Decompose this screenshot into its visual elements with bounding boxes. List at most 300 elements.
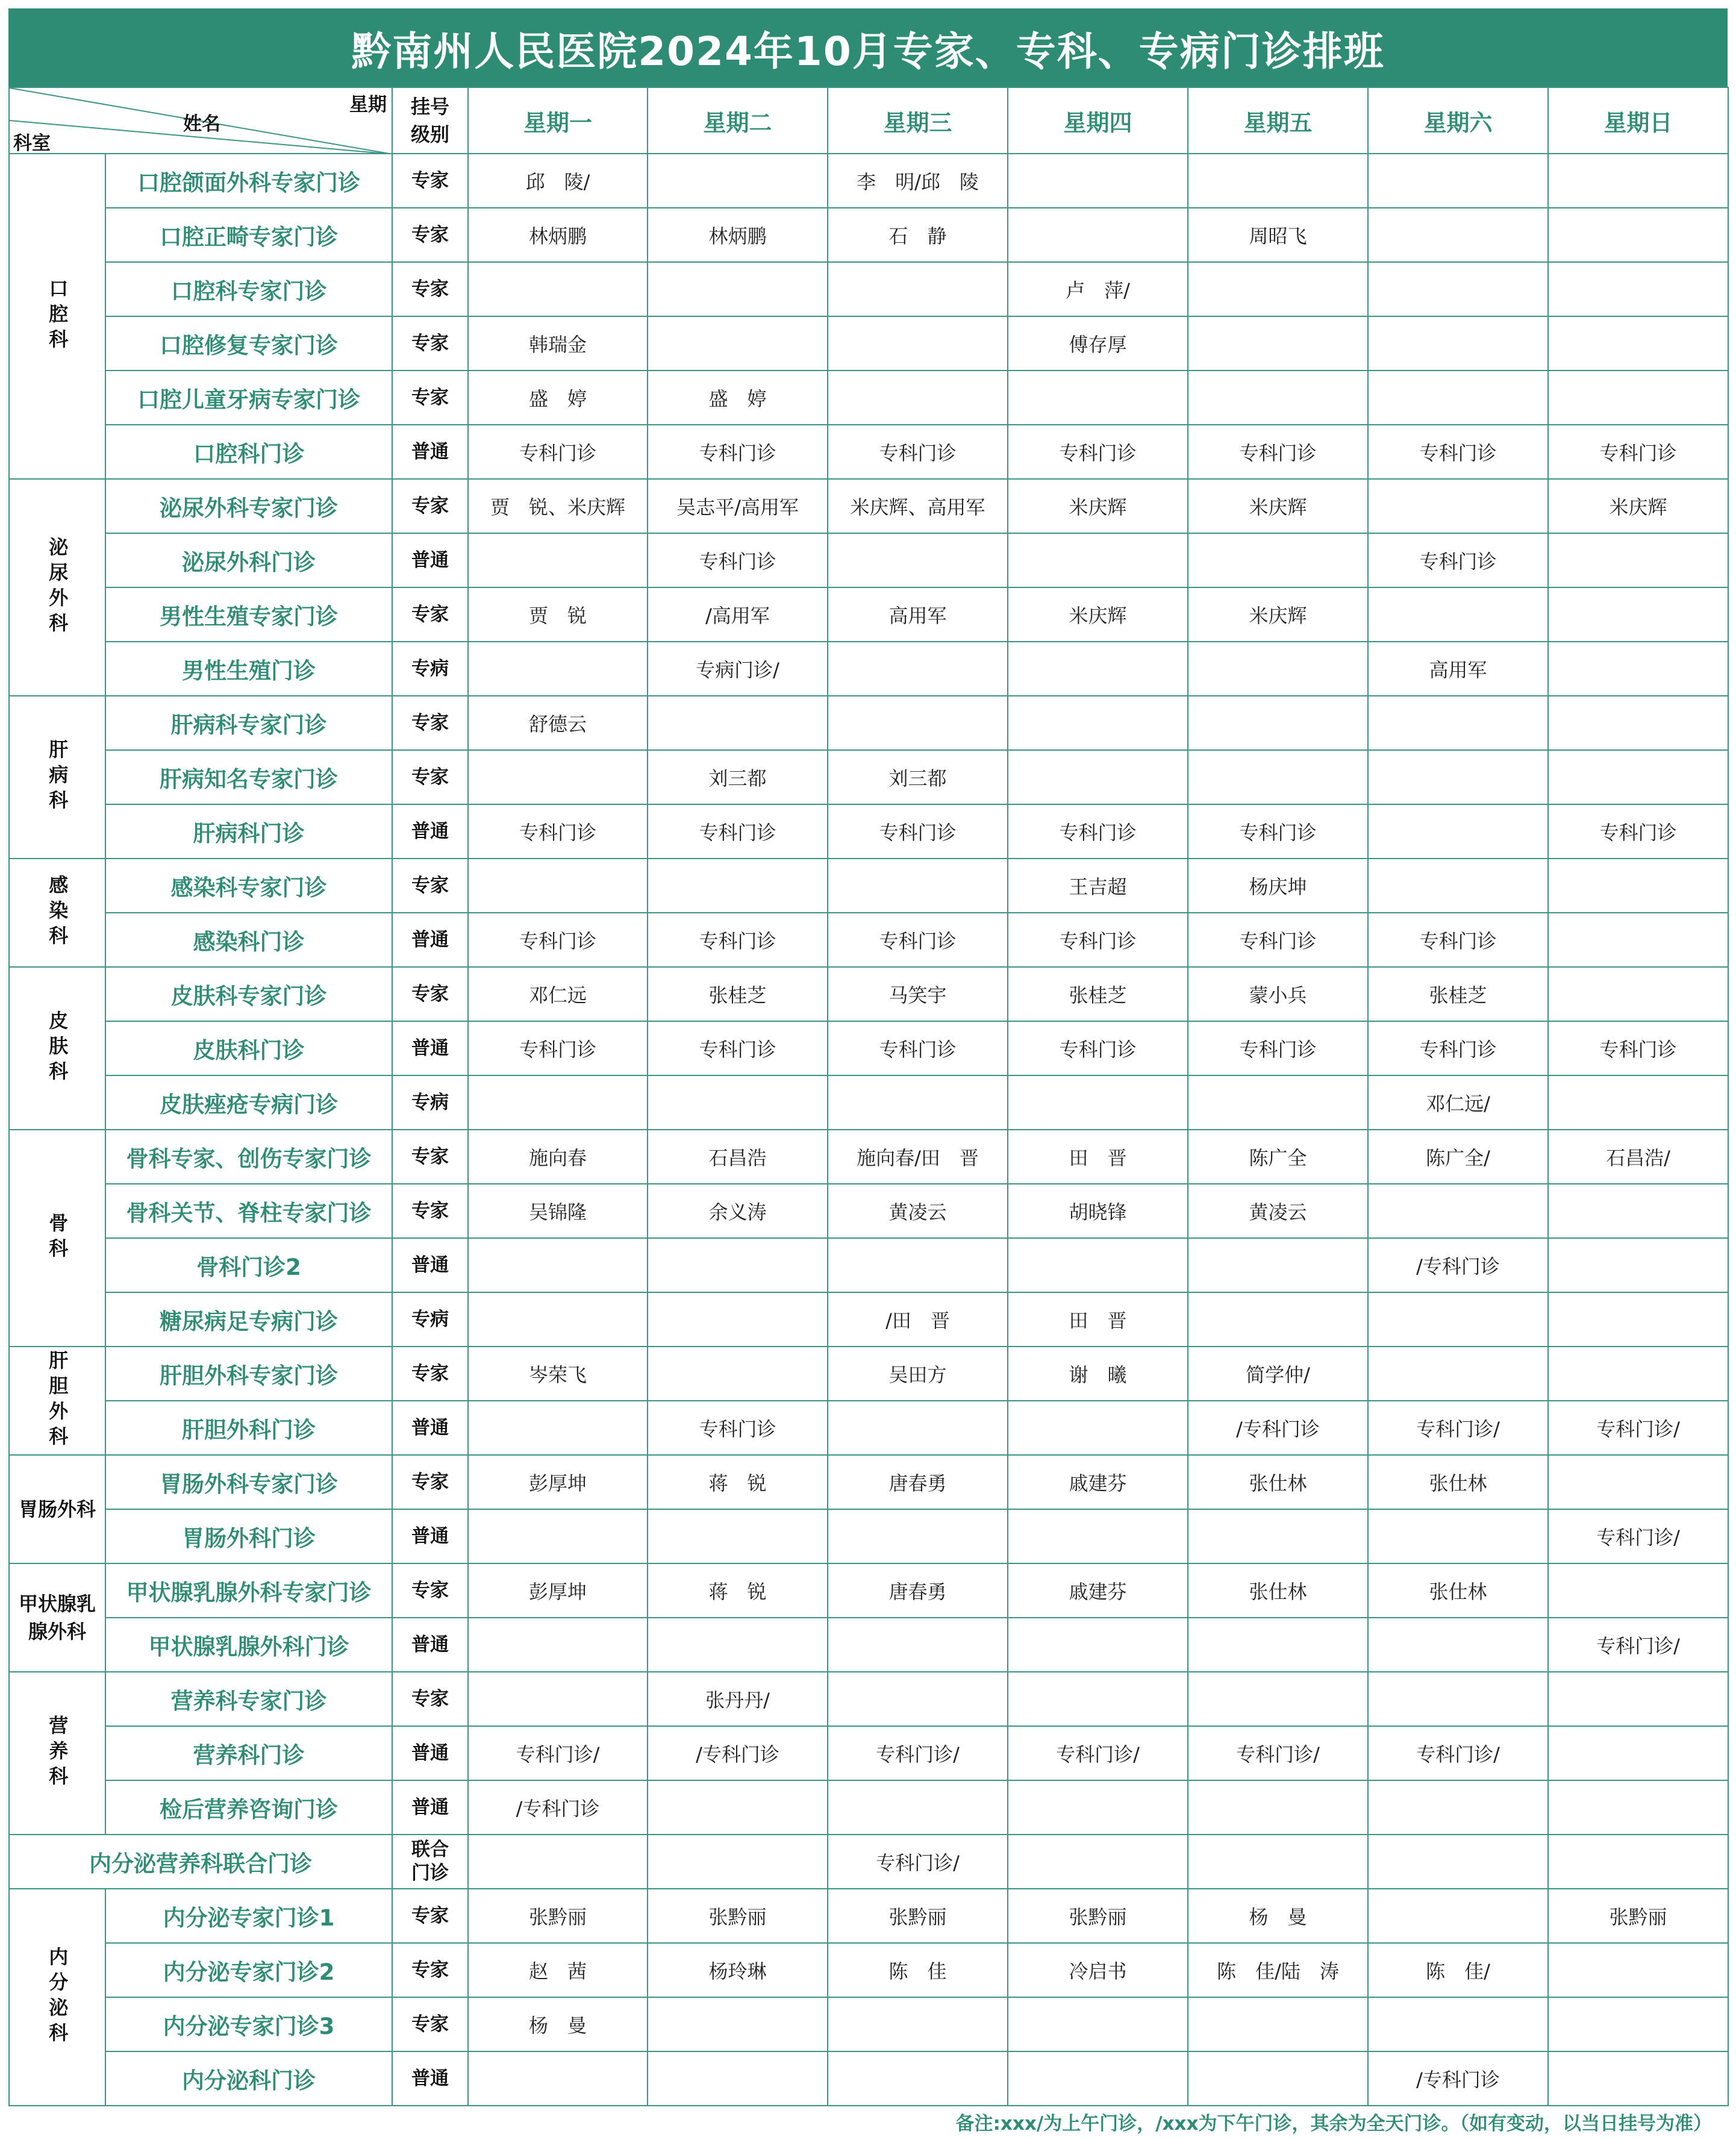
schedule-cell-day-5 bbox=[1188, 1672, 1368, 1726]
clinic-name: 甲状腺乳腺外科门诊 bbox=[105, 1618, 392, 1672]
clinic-name: 口腔儿童牙病专家门诊 bbox=[105, 371, 392, 425]
clinic-name: 骨科关节、脊柱专家门诊 bbox=[105, 1184, 392, 1238]
schedule-cell-day-6 bbox=[1368, 316, 1548, 371]
schedule-cell-day-3 bbox=[828, 696, 1008, 750]
schedule-cell-day-7 bbox=[1548, 1943, 1728, 1997]
schedule-cell-day-2 bbox=[648, 262, 828, 316]
schedule-cell-day-1 bbox=[468, 859, 648, 913]
clinic-name: 营养科门诊 bbox=[105, 1726, 392, 1780]
schedule-cell-day-5: 杨庆坤 bbox=[1188, 859, 1368, 913]
schedule-cell-day-4 bbox=[1008, 1672, 1188, 1726]
day-header-7: 星期日 bbox=[1548, 87, 1728, 154]
schedule-cell-day-6 bbox=[1368, 1509, 1548, 1563]
table-row bbox=[9, 533, 1728, 587]
schedule-cell-day-2 bbox=[648, 1997, 828, 2051]
schedule-cell-day-7 bbox=[1548, 1835, 1728, 1889]
schedule-cell-day-3: 专科门诊/ bbox=[828, 1726, 1008, 1780]
day-header-6: 星期六 bbox=[1368, 87, 1548, 154]
table-row bbox=[9, 804, 1728, 859]
registration-level: 专家 bbox=[392, 859, 468, 913]
registration-level: 普通 bbox=[392, 1021, 468, 1075]
schedule-cell-day-4: 专科门诊/ bbox=[1008, 1726, 1188, 1780]
table-row bbox=[9, 425, 1728, 479]
schedule-cell-day-5 bbox=[1188, 642, 1368, 696]
schedule-cell-day-1: 杨 曼 bbox=[468, 1997, 648, 2051]
schedule-cell-day-3 bbox=[828, 1509, 1008, 1563]
page-title: 黔南州人民医院2024年10月专家、专科、专病门诊排班 bbox=[8, 8, 1728, 87]
schedule-cell-day-2 bbox=[648, 859, 828, 913]
schedule-cell-day-3 bbox=[828, 1780, 1008, 1835]
header-row bbox=[9, 87, 1728, 154]
schedule-cell-day-6 bbox=[1368, 1997, 1548, 2051]
schedule-cell-day-1: 专科门诊 bbox=[468, 804, 648, 859]
clinic-name: 糖尿病足专病门诊 bbox=[105, 1292, 392, 1347]
schedule-cell-day-6: 专科门诊/ bbox=[1368, 1726, 1548, 1780]
registration-level: 专家 bbox=[392, 587, 468, 642]
day-header-1: 星期一 bbox=[468, 87, 648, 154]
schedule-cell-day-2: 石昌浩 bbox=[648, 1130, 828, 1184]
registration-level: 专家 bbox=[392, 1184, 468, 1238]
schedule-cell-day-4: 专科门诊 bbox=[1008, 425, 1188, 479]
table-row bbox=[9, 1997, 1728, 2051]
clinic-name: 皮肤科专家门诊 bbox=[105, 967, 392, 1021]
schedule-cell-day-3 bbox=[828, 642, 1008, 696]
department-cell: 泌尿外科 bbox=[9, 479, 105, 696]
schedule-cell-day-7 bbox=[1548, 371, 1728, 425]
schedule-cell-day-6 bbox=[1368, 750, 1548, 804]
schedule-cell-day-1 bbox=[468, 1292, 648, 1347]
registration-level: 专家 bbox=[392, 316, 468, 371]
schedule-cell-day-3 bbox=[828, 1997, 1008, 2051]
schedule-cell-day-4: 戚建芬 bbox=[1008, 1563, 1188, 1618]
schedule-cell-day-3: 唐春勇 bbox=[828, 1563, 1008, 1618]
schedule-cell-day-7 bbox=[1548, 208, 1728, 262]
schedule-cell-day-2: 盛 婷 bbox=[648, 371, 828, 425]
schedule-cell-day-5: 专科门诊 bbox=[1188, 804, 1368, 859]
schedule-cell-day-3 bbox=[828, 1401, 1008, 1455]
schedule-cell-day-2: 张丹丹/ bbox=[648, 1672, 828, 1726]
schedule-cell-day-2: 专科门诊 bbox=[648, 913, 828, 967]
schedule-table bbox=[8, 87, 1729, 2106]
clinic-name: 肝胆外科专家门诊 bbox=[105, 1347, 392, 1401]
schedule-cell-day-1 bbox=[468, 750, 648, 804]
schedule-cell-day-4 bbox=[1008, 1401, 1188, 1455]
schedule-cell-day-6: 专科门诊 bbox=[1368, 533, 1548, 587]
schedule-cell-day-1 bbox=[468, 1075, 648, 1130]
schedule-cell-day-2 bbox=[648, 1780, 828, 1835]
schedule-cell-day-1 bbox=[468, 1238, 648, 1292]
schedule-cell-day-5: 张仕林 bbox=[1188, 1563, 1368, 1618]
schedule-cell-day-6: 陈 佳/ bbox=[1368, 1943, 1548, 1997]
schedule-cell-day-5: 张仕林 bbox=[1188, 1455, 1368, 1509]
schedule-cell-day-2: 杨玲琳 bbox=[648, 1943, 828, 1997]
schedule-cell-day-5 bbox=[1188, 1509, 1368, 1563]
schedule-cell-day-2: 张黔丽 bbox=[648, 1889, 828, 1943]
schedule-cell-day-2 bbox=[648, 1238, 828, 1292]
schedule-cell-day-1 bbox=[468, 642, 648, 696]
schedule-cell-day-6 bbox=[1368, 1184, 1548, 1238]
schedule-cell-day-1 bbox=[468, 1618, 648, 1672]
schedule-cell-day-5 bbox=[1188, 533, 1368, 587]
schedule-cell-day-7 bbox=[1548, 859, 1728, 913]
schedule-cell-day-3: 高用军 bbox=[828, 587, 1008, 642]
table-row bbox=[9, 371, 1728, 425]
schedule-cell-day-3 bbox=[828, 371, 1008, 425]
table-row bbox=[9, 1726, 1728, 1780]
schedule-cell-day-5: 蒙小兵 bbox=[1188, 967, 1368, 1021]
registration-level: 专家 bbox=[392, 1130, 468, 1184]
schedule-cell-day-4: 傅存厚 bbox=[1008, 316, 1188, 371]
schedule-cell-day-4: 王吉超 bbox=[1008, 859, 1188, 913]
schedule-cell-day-7 bbox=[1548, 913, 1728, 967]
schedule-cell-day-6 bbox=[1368, 1618, 1548, 1672]
clinic-name: 口腔颌面外科专家门诊 bbox=[105, 154, 392, 208]
day-header-3: 星期三 bbox=[828, 87, 1008, 154]
department-cell: 感染科 bbox=[9, 859, 105, 967]
schedule-cell-day-1: 贾 锐、米庆辉 bbox=[468, 479, 648, 533]
table-row bbox=[9, 587, 1728, 642]
schedule-cell-day-2 bbox=[648, 1292, 828, 1347]
schedule-cell-day-6 bbox=[1368, 479, 1548, 533]
schedule-cell-day-3: 刘三都 bbox=[828, 750, 1008, 804]
schedule-cell-day-2: 蒋 锐 bbox=[648, 1455, 828, 1509]
schedule-cell-day-4 bbox=[1008, 1618, 1188, 1672]
schedule-cell-day-7 bbox=[1548, 967, 1728, 1021]
schedule-cell-day-5: 专科门诊 bbox=[1188, 425, 1368, 479]
clinic-name: 内分泌专家门诊1 bbox=[105, 1889, 392, 1943]
schedule-cell-day-6: /专科门诊 bbox=[1368, 1238, 1548, 1292]
schedule-cell-day-3 bbox=[828, 2051, 1008, 2106]
schedule-cell-day-1: 韩瑞金 bbox=[468, 316, 648, 371]
registration-level: 专家 bbox=[392, 1943, 468, 1997]
table-row bbox=[9, 1563, 1728, 1618]
schedule-cell-day-2: /专科门诊 bbox=[648, 1726, 828, 1780]
schedule-cell-day-7 bbox=[1548, 1672, 1728, 1726]
schedule-cell-day-1: 赵 茜 bbox=[468, 1943, 648, 1997]
schedule-cell-day-4 bbox=[1008, 642, 1188, 696]
schedule-cell-day-2: 余义涛 bbox=[648, 1184, 828, 1238]
schedule-cell-day-4 bbox=[1008, 696, 1188, 750]
schedule-cell-day-3 bbox=[828, 1672, 1008, 1726]
schedule-cell-day-7 bbox=[1548, 1238, 1728, 1292]
schedule-body bbox=[9, 154, 1728, 2106]
schedule-cell-day-7: 专科门诊/ bbox=[1548, 1618, 1728, 1672]
schedule-cell-day-7 bbox=[1548, 696, 1728, 750]
schedule-cell-day-1: /专科门诊 bbox=[468, 1780, 648, 1835]
clinic-name: 男性生殖门诊 bbox=[105, 642, 392, 696]
registration-level: 专家 bbox=[392, 1455, 468, 1509]
schedule-cell-day-4: 张黔丽 bbox=[1008, 1889, 1188, 1943]
schedule-cell-day-5 bbox=[1188, 154, 1368, 208]
table-row bbox=[9, 1835, 1728, 1889]
registration-level: 普通 bbox=[392, 1726, 468, 1780]
schedule-cell-day-7 bbox=[1548, 1780, 1728, 1835]
schedule-cell-day-6: 邓仁远/ bbox=[1368, 1075, 1548, 1130]
schedule-cell-day-1: 张黔丽 bbox=[468, 1889, 648, 1943]
table-row bbox=[9, 1509, 1728, 1563]
schedule-cell-day-3 bbox=[828, 1075, 1008, 1130]
schedule-cell-day-7: 专科门诊 bbox=[1548, 1021, 1728, 1075]
schedule-cell-day-7 bbox=[1548, 1563, 1728, 1618]
table-row bbox=[9, 642, 1728, 696]
schedule-cell-day-6: 陈广全/ bbox=[1368, 1130, 1548, 1184]
clinic-name: 口腔科专家门诊 bbox=[105, 262, 392, 316]
registration-level: 普通 bbox=[392, 913, 468, 967]
table-row bbox=[9, 1943, 1728, 1997]
diagonal-header-cell bbox=[9, 87, 392, 154]
registration-level: 普通 bbox=[392, 1238, 468, 1292]
schedule-cell-day-2 bbox=[648, 1075, 828, 1130]
schedule-cell-day-5 bbox=[1188, 1292, 1368, 1347]
schedule-cell-day-2: 专科门诊 bbox=[648, 533, 828, 587]
clinic-name: 胃肠外科专家门诊 bbox=[105, 1455, 392, 1509]
schedule-cell-day-2: 吴志平/高用军 bbox=[648, 479, 828, 533]
table-row bbox=[9, 1889, 1728, 1943]
clinic-name: 营养科专家门诊 bbox=[105, 1672, 392, 1726]
schedule-cell-day-5: 黄凌云 bbox=[1188, 1184, 1368, 1238]
schedule-cell-day-1: 专科门诊/ bbox=[468, 1726, 648, 1780]
schedule-cell-day-7: 专科门诊/ bbox=[1548, 1401, 1728, 1455]
schedule-cell-day-5: 陈 佳/陆 涛 bbox=[1188, 1943, 1368, 1997]
schedule-cell-day-1 bbox=[468, 2051, 648, 2106]
schedule-cell-day-3 bbox=[828, 533, 1008, 587]
schedule-cell-day-3 bbox=[828, 859, 1008, 913]
clinic-name: 感染科门诊 bbox=[105, 913, 392, 967]
schedule-cell-day-3: 黄凌云 bbox=[828, 1184, 1008, 1238]
schedule-cell-day-5: 简学仲/ bbox=[1188, 1347, 1368, 1401]
schedule-cell-day-2: 专科门诊 bbox=[648, 1021, 828, 1075]
schedule-cell-day-1: 岑荣飞 bbox=[468, 1347, 648, 1401]
schedule-cell-day-5 bbox=[1188, 1835, 1368, 1889]
clinic-name: 口腔正畸专家门诊 bbox=[105, 208, 392, 262]
schedule-cell-day-5: 米庆辉 bbox=[1188, 587, 1368, 642]
schedule-cell-day-1: 彭厚坤 bbox=[468, 1455, 648, 1509]
schedule-cell-day-5: 杨 曼 bbox=[1188, 1889, 1368, 1943]
schedule-cell-day-5: /专科门诊 bbox=[1188, 1401, 1368, 1455]
registration-level: 专家 bbox=[392, 262, 468, 316]
schedule-cell-day-7: 专科门诊 bbox=[1548, 804, 1728, 859]
schedule-cell-day-3: 米庆辉、高用军 bbox=[828, 479, 1008, 533]
registration-level: 专病 bbox=[392, 642, 468, 696]
table-row bbox=[9, 154, 1728, 208]
schedule-cell-day-4 bbox=[1008, 208, 1188, 262]
schedule-cell-day-6 bbox=[1368, 208, 1548, 262]
schedule-cell-day-6: 张桂芝 bbox=[1368, 967, 1548, 1021]
schedule-cell-day-7: 专科门诊 bbox=[1548, 425, 1728, 479]
schedule-cell-day-1: 施向春 bbox=[468, 1130, 648, 1184]
schedule-cell-day-6 bbox=[1368, 1347, 1548, 1401]
schedule-cell-day-6: 专科门诊/ bbox=[1368, 1401, 1548, 1455]
schedule-cell-day-6: /专科门诊 bbox=[1368, 2051, 1548, 2106]
schedule-cell-day-3: 专科门诊 bbox=[828, 425, 1008, 479]
schedule-cell-day-7 bbox=[1548, 316, 1728, 371]
schedule-cell-day-2 bbox=[648, 316, 828, 371]
schedule-cell-day-7 bbox=[1548, 1726, 1728, 1780]
schedule-cell-day-1 bbox=[468, 262, 648, 316]
schedule-cell-day-7 bbox=[1548, 1184, 1728, 1238]
schedule-cell-day-1: 邱 陵/ bbox=[468, 154, 648, 208]
schedule-cell-day-1 bbox=[468, 1672, 648, 1726]
clinic-name: 检后营养咨询门诊 bbox=[105, 1780, 392, 1835]
clinic-name: 胃肠外科门诊 bbox=[105, 1509, 392, 1563]
clinic-name: 内分泌营养科联合门诊 bbox=[9, 1835, 392, 1889]
table-row bbox=[9, 208, 1728, 262]
clinic-name: 内分泌专家门诊2 bbox=[105, 1943, 392, 1997]
schedule-cell-day-1: 贾 锐 bbox=[468, 587, 648, 642]
day-header-4: 星期四 bbox=[1008, 87, 1188, 154]
schedule-cell-day-4 bbox=[1008, 1238, 1188, 1292]
clinic-name: 泌尿外科门诊 bbox=[105, 533, 392, 587]
schedule-cell-day-2 bbox=[648, 154, 828, 208]
schedule-cell-day-4: 田 晋 bbox=[1008, 1130, 1188, 1184]
department-cell: 内分泌科 bbox=[9, 1889, 105, 2106]
schedule-cell-day-2: 刘三都 bbox=[648, 750, 828, 804]
schedule-cell-day-1: 彭厚坤 bbox=[468, 1563, 648, 1618]
department-cell: 肝胆外科 bbox=[9, 1347, 105, 1455]
schedule-cell-day-6 bbox=[1368, 587, 1548, 642]
registration-level: 普通 bbox=[392, 804, 468, 859]
clinic-name: 骨科专家、创伤专家门诊 bbox=[105, 1130, 392, 1184]
clinic-name: 骨科门诊2 bbox=[105, 1238, 392, 1292]
registration-level: 专家 bbox=[392, 967, 468, 1021]
schedule-cell-day-2 bbox=[648, 1835, 828, 1889]
schedule-cell-day-4: 专科门诊 bbox=[1008, 804, 1188, 859]
schedule-cell-day-7 bbox=[1548, 533, 1728, 587]
schedule-cell-day-5 bbox=[1188, 1618, 1368, 1672]
schedule-cell-day-7: 石昌浩/ bbox=[1548, 1130, 1728, 1184]
schedule-cell-day-3 bbox=[828, 1238, 1008, 1292]
schedule-cell-day-2: 专科门诊 bbox=[648, 804, 828, 859]
clinic-name: 男性生殖专家门诊 bbox=[105, 587, 392, 642]
schedule-cell-day-2: 专病门诊/ bbox=[648, 642, 828, 696]
schedule-cell-day-1 bbox=[468, 1401, 648, 1455]
schedule-cell-day-7 bbox=[1548, 1075, 1728, 1130]
schedule-cell-day-6 bbox=[1368, 1889, 1548, 1943]
registration-level: 普通 bbox=[392, 1509, 468, 1563]
schedule-cell-day-4 bbox=[1008, 1509, 1188, 1563]
schedule-cell-day-1: 舒德云 bbox=[468, 696, 648, 750]
table-row bbox=[9, 1075, 1728, 1130]
schedule-cell-day-2: 蒋 锐 bbox=[648, 1563, 828, 1618]
table-row bbox=[9, 2051, 1728, 2106]
schedule-cell-day-5 bbox=[1188, 1075, 1368, 1130]
clinic-name: 感染科专家门诊 bbox=[105, 859, 392, 913]
schedule-cell-day-3 bbox=[828, 262, 1008, 316]
registration-level: 专家 bbox=[392, 1347, 468, 1401]
schedule-cell-day-5 bbox=[1188, 371, 1368, 425]
level-header: 挂号级别 bbox=[392, 87, 468, 154]
clinic-name: 肝病知名专家门诊 bbox=[105, 750, 392, 804]
registration-level: 专家 bbox=[392, 1889, 468, 1943]
schedule-cell-day-2 bbox=[648, 2051, 828, 2106]
schedule-cell-day-6: 张仕林 bbox=[1368, 1455, 1548, 1509]
schedule-cell-day-3: 唐春勇 bbox=[828, 1455, 1008, 1509]
table-row bbox=[9, 316, 1728, 371]
table-row bbox=[9, 1672, 1728, 1726]
clinic-name: 泌尿外科专家门诊 bbox=[105, 479, 392, 533]
schedule-cell-day-4: 米庆辉 bbox=[1008, 479, 1188, 533]
schedule-cell-day-6: 高用军 bbox=[1368, 642, 1548, 696]
schedule-cell-day-1 bbox=[468, 533, 648, 587]
department-cell: 皮肤科 bbox=[9, 967, 105, 1130]
schedule-cell-day-3: 李 明/邱 陵 bbox=[828, 154, 1008, 208]
schedule-cell-day-3: 专科门诊 bbox=[828, 804, 1008, 859]
schedule-cell-day-1: 专科门诊 bbox=[468, 425, 648, 479]
schedule-document bbox=[8, 8, 1728, 2136]
name-label: 姓名 bbox=[183, 113, 220, 135]
schedule-cell-day-7 bbox=[1548, 1997, 1728, 2051]
schedule-cell-day-5: 专科门诊 bbox=[1188, 1021, 1368, 1075]
schedule-cell-day-2 bbox=[648, 1509, 828, 1563]
registration-level: 联合门诊 bbox=[392, 1835, 468, 1889]
schedule-cell-day-6: 专科门诊 bbox=[1368, 913, 1548, 967]
schedule-cell-day-5 bbox=[1188, 750, 1368, 804]
schedule-cell-day-4: 张桂芝 bbox=[1008, 967, 1188, 1021]
day-header-5: 星期五 bbox=[1188, 87, 1368, 154]
registration-level: 专家 bbox=[392, 371, 468, 425]
schedule-cell-day-1 bbox=[468, 1509, 648, 1563]
department-cell: 胃肠外科 bbox=[9, 1455, 105, 1563]
schedule-cell-day-1: 邓仁远 bbox=[468, 967, 648, 1021]
registration-level: 专家 bbox=[392, 1672, 468, 1726]
table-row bbox=[9, 1401, 1728, 1455]
schedule-cell-day-2: 专科门诊 bbox=[648, 1401, 828, 1455]
schedule-cell-day-4: 戚建芬 bbox=[1008, 1455, 1188, 1509]
schedule-cell-day-5 bbox=[1188, 1238, 1368, 1292]
clinic-name: 甲状腺乳腺外科专家门诊 bbox=[105, 1563, 392, 1618]
clinic-name: 口腔修复专家门诊 bbox=[105, 316, 392, 371]
table-row bbox=[9, 1292, 1728, 1347]
department-cell: 骨科 bbox=[9, 1130, 105, 1347]
registration-level: 专家 bbox=[392, 154, 468, 208]
schedule-cell-day-4 bbox=[1008, 1075, 1188, 1130]
schedule-cell-day-3: 张黔丽 bbox=[828, 1889, 1008, 1943]
table-row bbox=[9, 1021, 1728, 1075]
department-cell: 甲状腺乳腺外科 bbox=[9, 1563, 105, 1672]
schedule-cell-day-3: 马笑宇 bbox=[828, 967, 1008, 1021]
schedule-cell-day-7 bbox=[1548, 642, 1728, 696]
schedule-cell-day-7: 米庆辉 bbox=[1548, 479, 1728, 533]
schedule-cell-day-4 bbox=[1008, 533, 1188, 587]
schedule-cell-day-6 bbox=[1368, 1672, 1548, 1726]
registration-level: 普通 bbox=[392, 533, 468, 587]
table-row bbox=[9, 913, 1728, 967]
schedule-cell-day-6 bbox=[1368, 1292, 1548, 1347]
schedule-cell-day-4: 米庆辉 bbox=[1008, 587, 1188, 642]
schedule-cell-day-7 bbox=[1548, 2051, 1728, 2106]
schedule-cell-day-2: /高用军 bbox=[648, 587, 828, 642]
schedule-cell-day-3: 陈 佳 bbox=[828, 1943, 1008, 1997]
schedule-cell-day-1: 专科门诊 bbox=[468, 1021, 648, 1075]
table-row bbox=[9, 1347, 1728, 1401]
schedule-cell-day-5: 米庆辉 bbox=[1188, 479, 1368, 533]
schedule-cell-day-2: 林炳鹏 bbox=[648, 208, 828, 262]
schedule-cell-day-3: 专科门诊 bbox=[828, 1021, 1008, 1075]
registration-level: 专家 bbox=[392, 750, 468, 804]
schedule-cell-day-6 bbox=[1368, 804, 1548, 859]
schedule-cell-day-4: 谢 曦 bbox=[1008, 1347, 1188, 1401]
registration-level: 专家 bbox=[392, 208, 468, 262]
table-row bbox=[9, 1238, 1728, 1292]
registration-level: 专家 bbox=[392, 479, 468, 533]
schedule-cell-day-7 bbox=[1548, 1347, 1728, 1401]
registration-level: 普通 bbox=[392, 1618, 468, 1672]
schedule-cell-day-5: 周昭飞 bbox=[1188, 208, 1368, 262]
registration-level: 专家 bbox=[392, 1997, 468, 2051]
schedule-cell-day-1: 吴锦隆 bbox=[468, 1184, 648, 1238]
clinic-name: 肝胆外科门诊 bbox=[105, 1401, 392, 1455]
schedule-cell-day-2 bbox=[648, 1618, 828, 1672]
